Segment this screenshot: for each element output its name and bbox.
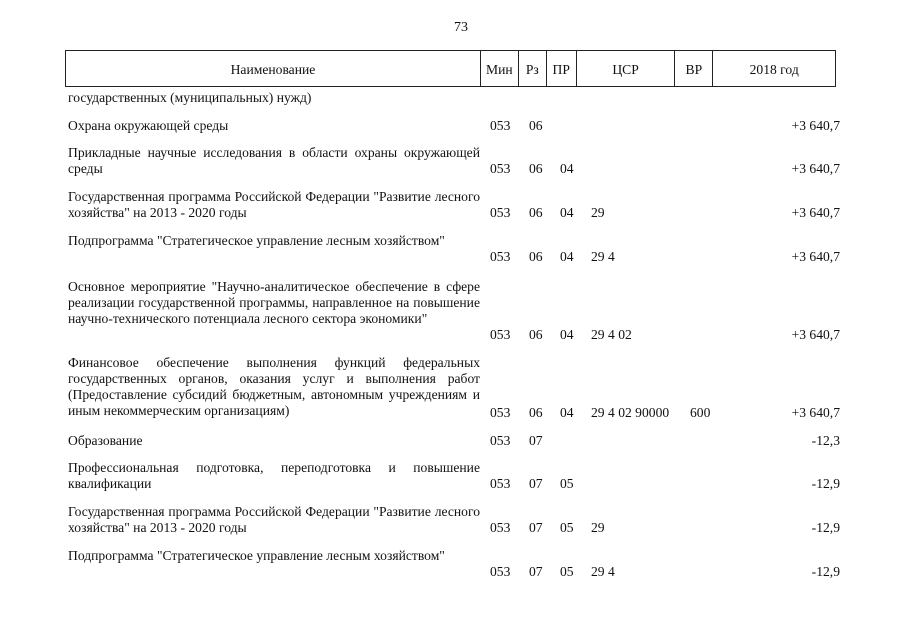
row-min: 053 [490,405,511,420]
row-name: Государственная программа Российской Федерации "Развитие лесного хозяйства" на 2013 - 2020 годы [68,504,480,535]
row-sum: +3 640,7 [791,249,840,264]
row-rz: 06 [529,327,543,342]
row-sum: +3 640,7 [791,205,840,220]
row-pr: 04 [560,405,574,420]
header-name: Наименование [66,51,481,86]
row-pr: 05 [560,520,574,535]
row-csr: 29 4 [591,249,615,264]
row-name: Финансовое обеспечение выполнения функций федеральных государственных органов, оказания услуг и выполнения работ (Предоставление субсидий бюджетным, автономным учреждениям и иным некоммерческим организациям) [68,355,480,418]
row-min: 053 [490,476,511,491]
row-rz: 07 [529,520,543,535]
row-sum: +3 640,7 [791,118,840,133]
header-csr: ЦСР [577,51,676,86]
row-vr: 600 [690,405,711,420]
row-name: Образование [68,433,143,448]
row-pr: 04 [560,161,574,176]
header-rz: Рз [519,51,547,86]
row-pr: 04 [560,327,574,342]
row-rz: 07 [529,476,543,491]
row-csr: 29 4 02 [591,327,632,342]
row-csr: 29 [591,520,605,535]
row-min: 053 [490,161,511,176]
row-rz: 06 [529,249,543,264]
header-year: 2018 год [749,61,799,77]
header-vr: ВР [675,51,713,86]
row-sum: +3 640,7 [791,161,840,176]
row-min: 053 [490,249,511,264]
row-sum: +3 640,7 [791,405,840,420]
row-name: Подпрограмма "Стратегическое управление лесным хозяйством" [68,548,445,563]
row-name: Охрана окружающей среды [68,118,229,133]
row-min: 053 [490,564,511,579]
row-name: Профессиональная подготовка, переподготовка и повышение квалификации [68,460,480,491]
row-csr: 29 [591,205,605,220]
row-sum: -12,3 [811,433,840,448]
row-rz: 06 [529,205,543,220]
row-pr: 04 [560,205,574,220]
row-sum: -12,9 [811,476,840,491]
row-min: 053 [490,205,511,220]
row-rz: 07 [529,433,543,448]
row-sum: -12,9 [811,564,840,579]
row-rz: 06 [529,118,543,133]
row-pr: 05 [560,476,574,491]
row-min: 053 [490,520,511,535]
row-rz: 07 [529,564,543,579]
row-name: Подпрограмма "Стратегическое управление лесным хозяйством" [68,233,445,248]
row-csr: 29 4 02 90000 [591,405,670,420]
table-header [65,50,836,87]
row-sum: +3 640,7 [791,327,840,342]
row-name: Прикладные научные исследования в области охраны окружающей среды [68,145,480,176]
header-min: Мин [481,51,519,86]
row-rz: 06 [529,405,543,420]
row-pr: 05 [560,564,574,579]
row-min: 053 [490,433,511,448]
continuation-text: государственных (муниципальных) нужд) [68,90,312,105]
row-pr: 04 [560,249,574,264]
header-pr: ПР [547,51,577,86]
row-name: Государственная программа Российской Федерации "Развитие лесного хозяйства" на 2013 - 2020 годы [68,189,480,220]
row-name: Основное мероприятие "Научно-аналитическое обеспечение в сфере реализации государственной программы, направленное на повышение научно-технического потенциала лесного сектора экономики" [68,279,480,326]
page-number: 73 [454,20,468,35]
row-rz: 06 [529,161,543,176]
row-csr: 29 4 [591,564,615,579]
row-min: 053 [490,327,511,342]
row-min: 053 [490,118,511,133]
row-sum: -12,9 [811,520,840,535]
